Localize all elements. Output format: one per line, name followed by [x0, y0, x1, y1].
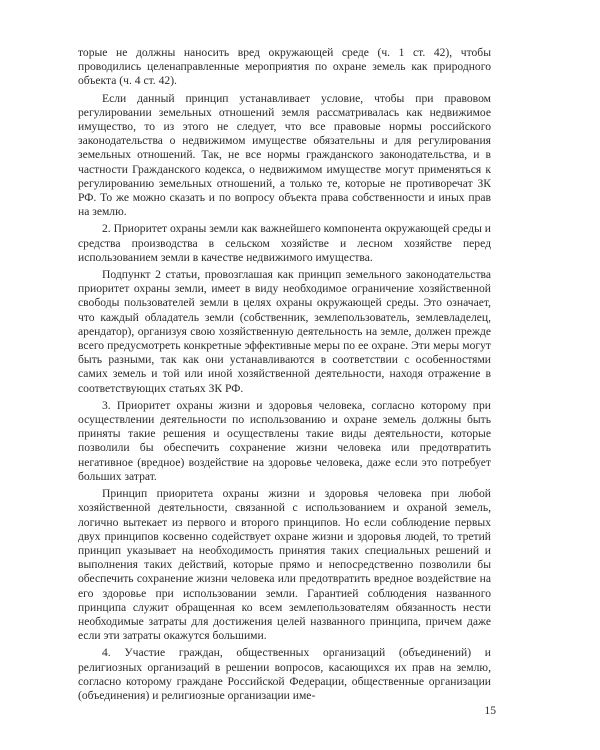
paragraph-continuation: торые не должны наносить вред окружающей среде (ч. 1 ст. 42), чтобы проводились целенаправленные мероприятия по охране земель как природного объекта (ч. 4 ст. 42). — [78, 46, 491, 88]
paragraph: Принцип приоритета охраны жизни и здоровья человека при любой хозяйственной деятельности, связанной с использованием и охраной земель, логично вытекает из первого и второго принципов. Но если соблюдение первых двух принципов косвенно содействует охране жизни и здоровья людей, то третий принцип указывает на необходимость принятия таких специальных решений и выполнения таких действий, которые прямо и непосредственно позволили бы обеспечить сохранение жизни человека или предотвратить вредное воздействие на его здоровье при использовании земли. Гарантией соблюдения названного принципа служит обращенная ко всем землепользователям обязанность нести необходимые затраты для достижения целей названного принципа, причем даже если эти затраты окажутся большими. — [78, 487, 491, 643]
page-number: 15 — [484, 704, 496, 717]
paragraph-principle-2: 2. Приоритет охраны земли как важнейшего компонента окружающей среды и средства производства в сельском хозяйстве и лесном хозяйстве перед использованием земли в качестве недвижимого имущества. — [78, 222, 491, 264]
paragraph-principle-4: 4. Участие граждан, общественных организаций (объединений) и религиозных организаций в решении вопросов, касающихся их прав на землю, согласно которому граждане Российской Федерации, общественные организации (объединения) и религиозные организации име- — [78, 646, 491, 702]
paragraph: Подпункт 2 статьи, провозглашая как принцип земельного законодательства приоритет охраны земли, имеет в виду необходимое ограничение хозяйственной свободы пользователей земли в целях охраны окружающей среды. Это означает, что каждый обладатель земли (собственник, землепользователь, землевладелец, арендатор), организуя свою хозяйственную деятельность на земле, должен прежде всего предусмотреть конкретные эффективные меры по ее охране. Эти меры могут быть разными, так как они устанавливаются в соответствии с особенностями самих земель и той или иной хозяйственной деятельности, находя отражение в соответствующих статьях ЗК РФ. — [78, 268, 491, 395]
body-text — [78, 46, 491, 706]
paragraph: Если данный принцип устанавливает условие, чтобы при правовом регулировании земельных отношений земля рассматривалась как недвижимое имущество, то из этого не следует, что все правовые нормы российского законодательства о недвижимом имуществе обязательны и для регулирования земельных отношений. Так, не все нормы гражданского законодательства, и в частности Гражданского кодекса, о недвижимом имуществе могут применяться к регулированию земельных отношений, а только те, которые не противоречат ЗК РФ. То же можно сказать и по вопросу объекта права собственности и иных прав на землю. — [78, 91, 491, 219]
paragraph-principle-3: 3. Приоритет охраны жизни и здоровья человека, согласно которому при осуществлении деятельности по использованию и охране земель должны быть приняты такие решения и осуществлены такие виды деятельности, которые позволили бы обеспечить сохранение жизни человека или предотвратить негативное (вредное) воздействие на здоровье человека, даже если это потребует больших затрат. — [78, 398, 491, 483]
